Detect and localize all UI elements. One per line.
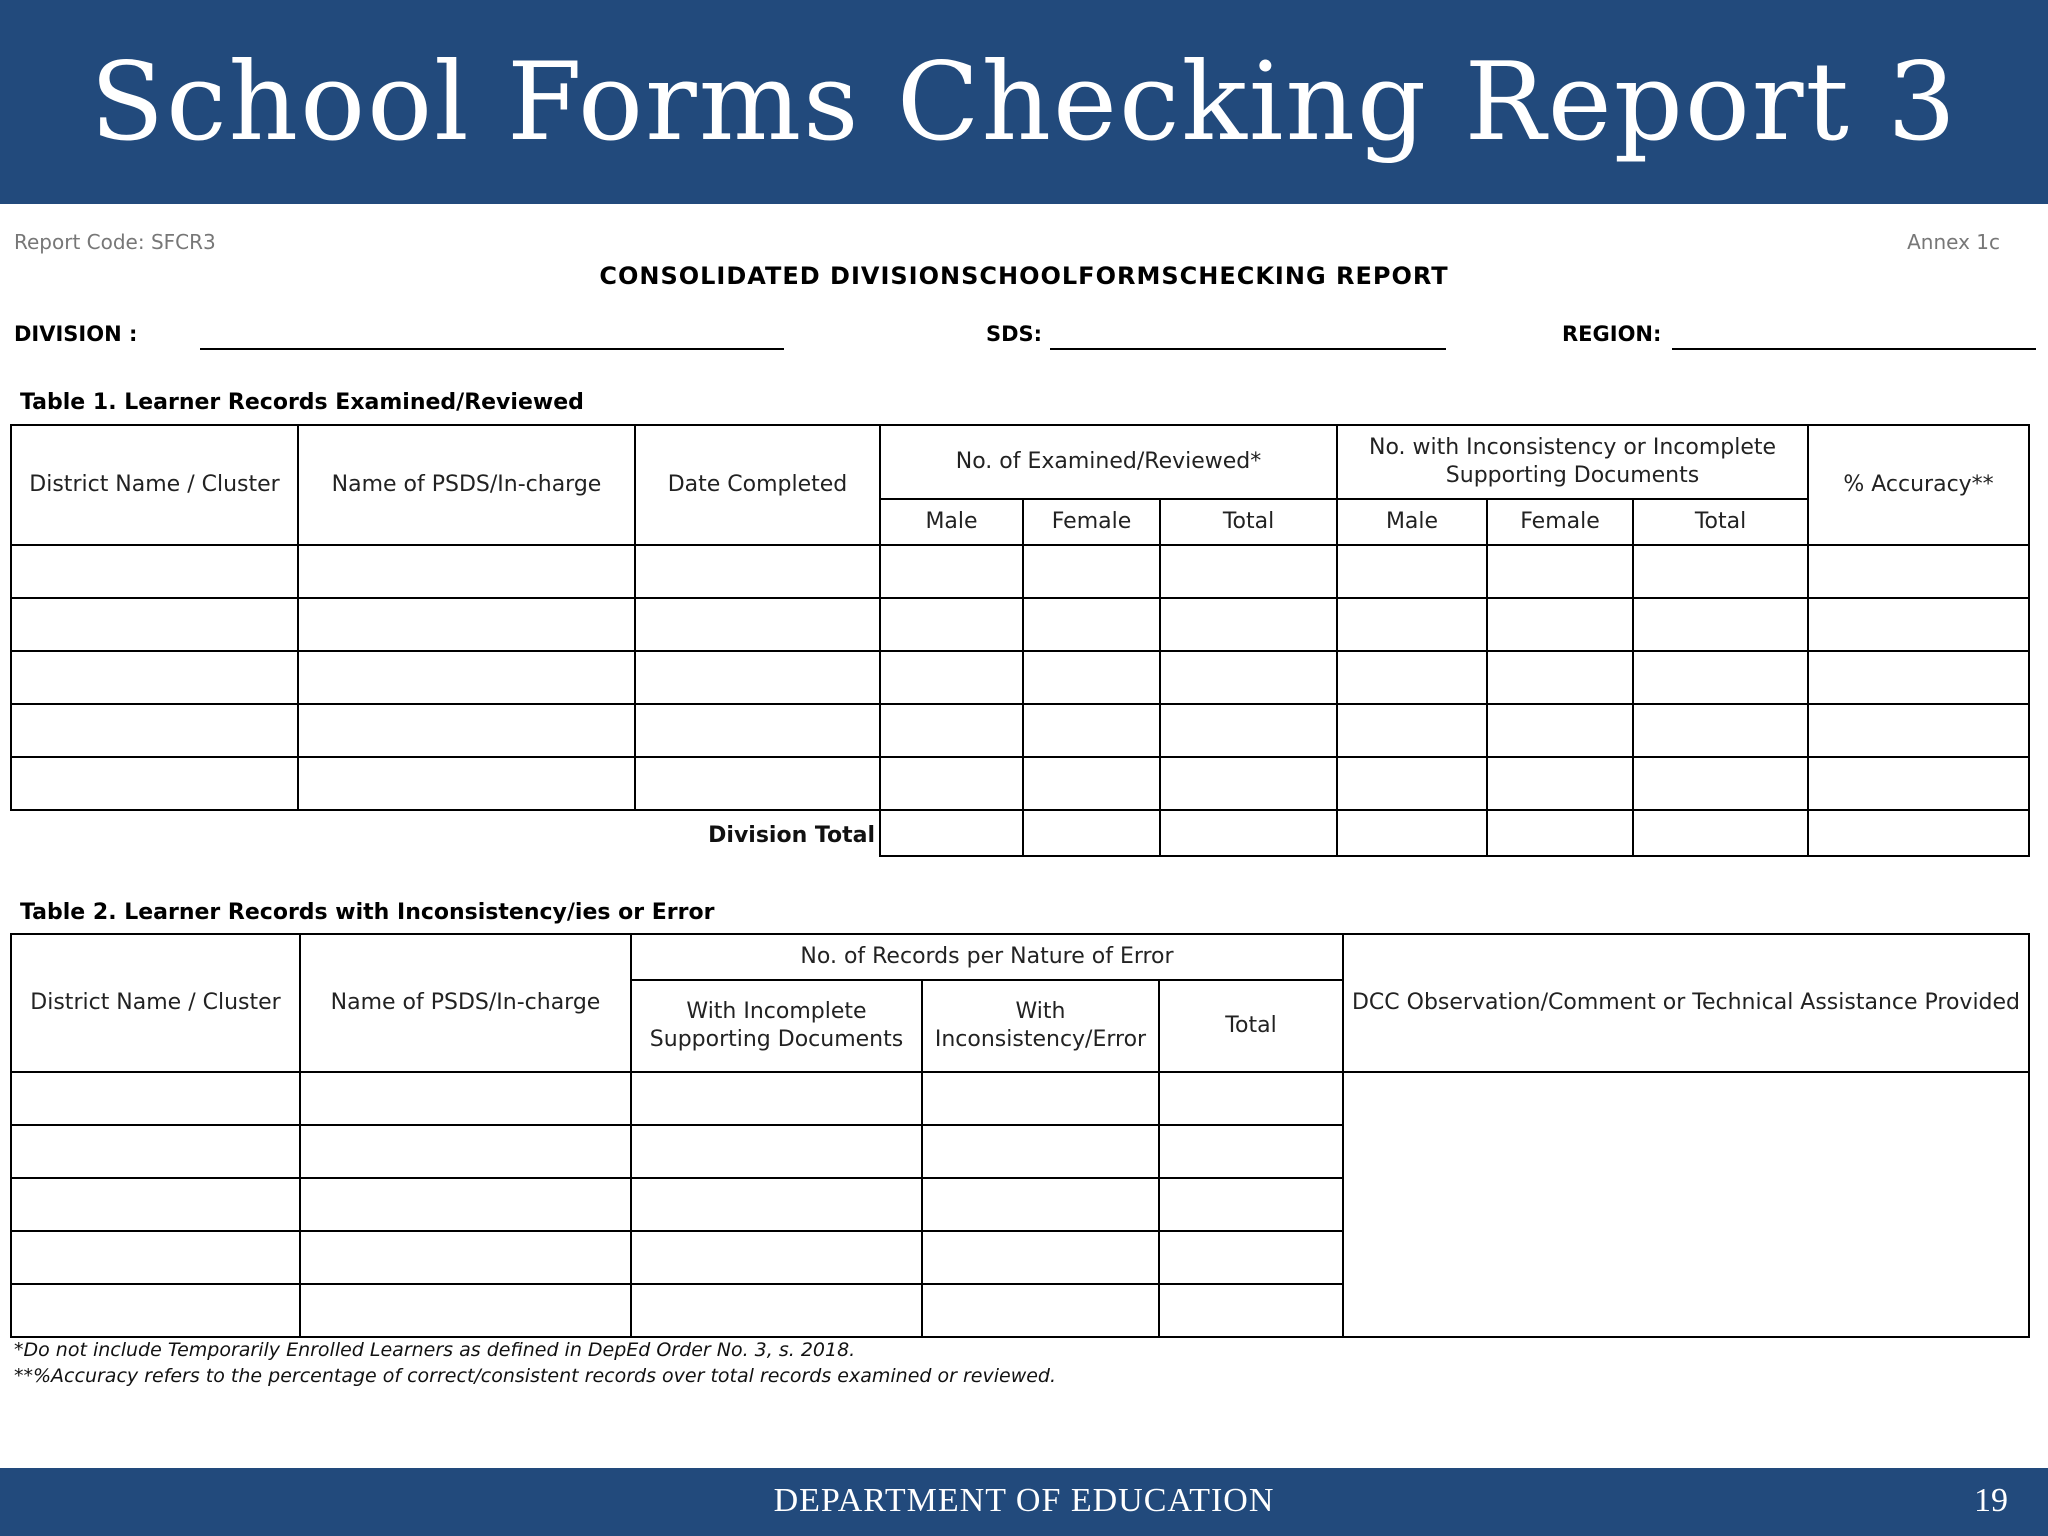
t2-sub-total: Total bbox=[1159, 980, 1343, 1072]
report-code: Report Code: SFCR3 bbox=[14, 230, 216, 254]
table-cell[interactable] bbox=[298, 704, 635, 757]
table1-caption: Table 1. Learner Records Examined/Reviewed bbox=[20, 390, 584, 415]
footnote-accuracy: **%Accuracy refers to the percentage of correct/consistent records over total records examined or reviewed. bbox=[14, 1365, 1057, 1387]
table1-learner-records bbox=[10, 424, 2030, 857]
division-label: DIVISION : bbox=[14, 322, 138, 346]
table-cell[interactable] bbox=[635, 598, 880, 651]
table-cell[interactable] bbox=[11, 704, 298, 757]
annex-label: Annex 1c bbox=[1907, 230, 2000, 254]
table-cell[interactable] bbox=[631, 1072, 922, 1125]
t2-header-psds: Name of PSDS/In-charge bbox=[300, 934, 631, 1072]
table-cell[interactable] bbox=[1487, 704, 1633, 757]
table-cell[interactable] bbox=[635, 757, 880, 810]
t1-header-date: Date Completed bbox=[635, 425, 880, 545]
t1-sub-total: Total bbox=[1633, 499, 1808, 545]
t2-header-district: District Name / Cluster bbox=[11, 934, 300, 1072]
table-cell[interactable] bbox=[1159, 1178, 1343, 1231]
table-cell[interactable] bbox=[11, 598, 298, 651]
slide-header bbox=[0, 0, 2048, 204]
table-cell[interactable] bbox=[631, 1284, 922, 1337]
table2-caption: Table 2. Learner Records with Inconsistency/ies or Error bbox=[20, 900, 715, 925]
table-cell[interactable] bbox=[1808, 704, 2029, 757]
table-cell[interactable] bbox=[298, 598, 635, 651]
table-cell[interactable] bbox=[1159, 1284, 1343, 1337]
table-cell[interactable] bbox=[1808, 545, 2029, 598]
slide-title: School Forms Checking Report 3 bbox=[90, 40, 1958, 165]
t1-sub-male: Male bbox=[880, 499, 1023, 545]
table-cell[interactable] bbox=[631, 1178, 922, 1231]
table-cell[interactable] bbox=[1337, 757, 1487, 810]
table-cell[interactable] bbox=[300, 1125, 631, 1178]
table-cell[interactable] bbox=[11, 1231, 300, 1284]
footer-department: DEPARTMENT OF EDUCATION bbox=[773, 1482, 1275, 1519]
table-cell[interactable] bbox=[922, 1284, 1159, 1337]
table-cell[interactable] bbox=[1808, 757, 2029, 810]
sds-label: SDS: bbox=[986, 322, 1043, 346]
table-cell[interactable] bbox=[1337, 651, 1487, 704]
table-cell[interactable] bbox=[11, 1125, 300, 1178]
table-cell[interactable] bbox=[1633, 757, 1808, 810]
table-cell[interactable] bbox=[300, 1178, 631, 1231]
table-row bbox=[11, 598, 2029, 651]
table-row bbox=[11, 545, 2029, 598]
table-cell[interactable] bbox=[1633, 545, 1808, 598]
table-cell[interactable] bbox=[11, 1178, 300, 1231]
table-cell[interactable] bbox=[635, 651, 880, 704]
table-cell[interactable] bbox=[1808, 598, 2029, 651]
table-cell[interactable] bbox=[880, 757, 1023, 810]
table-cell[interactable] bbox=[1160, 704, 1337, 757]
page-number: 19 bbox=[1974, 1482, 2008, 1519]
region-label: REGION: bbox=[1562, 322, 1662, 346]
table-cell[interactable] bbox=[1633, 704, 1808, 757]
table-cell[interactable] bbox=[1023, 598, 1160, 651]
table-cell[interactable] bbox=[1633, 598, 1808, 651]
table-cell[interactable] bbox=[1160, 810, 1337, 856]
footnote-temporarily-enrolled: *Do not include Temporarily Enrolled Learners as defined in DepEd Order No. 3, s. 2018. bbox=[14, 1339, 856, 1361]
table-cell[interactable] bbox=[880, 651, 1023, 704]
t2-sub-inconsistency: With Inconsistency/Error bbox=[922, 980, 1159, 1072]
table-cell[interactable] bbox=[1023, 545, 1160, 598]
table-cell[interactable] bbox=[1337, 810, 1487, 856]
table-cell[interactable] bbox=[1160, 545, 1337, 598]
table-row bbox=[11, 704, 2029, 757]
division-field-line[interactable] bbox=[200, 348, 784, 350]
table-cell[interactable] bbox=[635, 704, 880, 757]
division-total-label: Division Total bbox=[708, 823, 875, 848]
table-cell[interactable] bbox=[1633, 651, 1808, 704]
table-cell[interactable] bbox=[880, 545, 1023, 598]
table-cell[interactable] bbox=[1337, 704, 1487, 757]
table-cell[interactable] bbox=[1487, 757, 1633, 810]
t1-header-examined: No. of Examined/Reviewed* bbox=[880, 425, 1337, 499]
table-cell[interactable] bbox=[1633, 810, 1808, 856]
form-heading: CONSOLIDATED DIVISIONSCHOOLFORMSCHECKING REPORT bbox=[599, 262, 1449, 290]
division-total-row bbox=[11, 810, 2029, 856]
t1-header-accuracy: % Accuracy** bbox=[1808, 425, 2029, 545]
t1-header-district: District Name / Cluster bbox=[11, 425, 298, 545]
t1-sub-female: Female bbox=[1023, 499, 1160, 545]
t2-sub-incomplete: With Incomplete Supporting Documents bbox=[631, 980, 922, 1072]
region-field-line[interactable] bbox=[1672, 348, 2036, 350]
table-cell[interactable] bbox=[1808, 651, 2029, 704]
table-cell[interactable] bbox=[1337, 545, 1487, 598]
table-cell[interactable] bbox=[922, 1231, 1159, 1284]
table-cell[interactable] bbox=[1808, 810, 2029, 856]
table-cell[interactable] bbox=[298, 757, 635, 810]
table-cell[interactable] bbox=[11, 651, 298, 704]
table-cell[interactable] bbox=[880, 598, 1023, 651]
table-cell[interactable] bbox=[635, 545, 880, 598]
sds-field-line[interactable] bbox=[1050, 348, 1446, 350]
footnotes bbox=[14, 1337, 1056, 1389]
t2-header-nature: No. of Records per Nature of Error bbox=[631, 934, 1343, 980]
table-cell[interactable] bbox=[1023, 810, 1160, 856]
table-cell[interactable] bbox=[922, 1125, 1159, 1178]
table-cell[interactable] bbox=[631, 1125, 922, 1178]
table-row bbox=[11, 757, 2029, 810]
table-cell[interactable] bbox=[300, 1284, 631, 1337]
table-cell[interactable] bbox=[1023, 651, 1160, 704]
t1-sub-female: Female bbox=[1487, 499, 1633, 545]
table-cell[interactable] bbox=[1487, 651, 1633, 704]
table-cell[interactable] bbox=[11, 545, 298, 598]
table-row bbox=[11, 1072, 2029, 1125]
table-cell[interactable] bbox=[11, 1284, 300, 1337]
table-cell[interactable] bbox=[922, 1178, 1159, 1231]
slide-footer bbox=[0, 1468, 2048, 1536]
table-cell[interactable] bbox=[1160, 757, 1337, 810]
table-cell[interactable] bbox=[1023, 757, 1160, 810]
t1-header-psds: Name of PSDS/In-charge bbox=[298, 425, 635, 545]
table-cell[interactable] bbox=[1159, 1125, 1343, 1178]
table-cell[interactable] bbox=[1023, 704, 1160, 757]
table-cell[interactable] bbox=[1159, 1231, 1343, 1284]
table-cell[interactable] bbox=[1160, 598, 1337, 651]
table2-inconsistency-records bbox=[10, 933, 2030, 1338]
table-cell[interactable] bbox=[11, 1072, 300, 1125]
t1-header-inconsistency: No. with Inconsistency or Incomplete Supporting Documents bbox=[1337, 425, 1808, 499]
table-cell[interactable] bbox=[1160, 651, 1337, 704]
table-cell[interactable] bbox=[631, 1231, 922, 1284]
table-cell[interactable] bbox=[1337, 598, 1487, 651]
table-cell[interactable] bbox=[922, 1072, 1159, 1125]
table-cell[interactable] bbox=[880, 704, 1023, 757]
table-cell[interactable] bbox=[300, 1072, 631, 1125]
table-cell[interactable] bbox=[1159, 1072, 1343, 1125]
t1-sub-male: Male bbox=[1337, 499, 1487, 545]
table-row bbox=[11, 651, 2029, 704]
table-cell[interactable] bbox=[300, 1231, 631, 1284]
table-cell[interactable] bbox=[11, 757, 298, 810]
table-cell[interactable] bbox=[298, 651, 635, 704]
table-cell[interactable] bbox=[1487, 545, 1633, 598]
table-cell[interactable] bbox=[1487, 810, 1633, 856]
table-cell[interactable] bbox=[1487, 598, 1633, 651]
table-cell[interactable] bbox=[880, 810, 1023, 856]
t1-sub-total: Total bbox=[1160, 499, 1337, 545]
table-cell[interactable] bbox=[298, 545, 635, 598]
dcc-observation-cell[interactable] bbox=[1343, 1072, 2029, 1337]
t2-header-dcc: DCC Observation/Comment or Technical Assistance Provided bbox=[1343, 934, 2029, 1072]
